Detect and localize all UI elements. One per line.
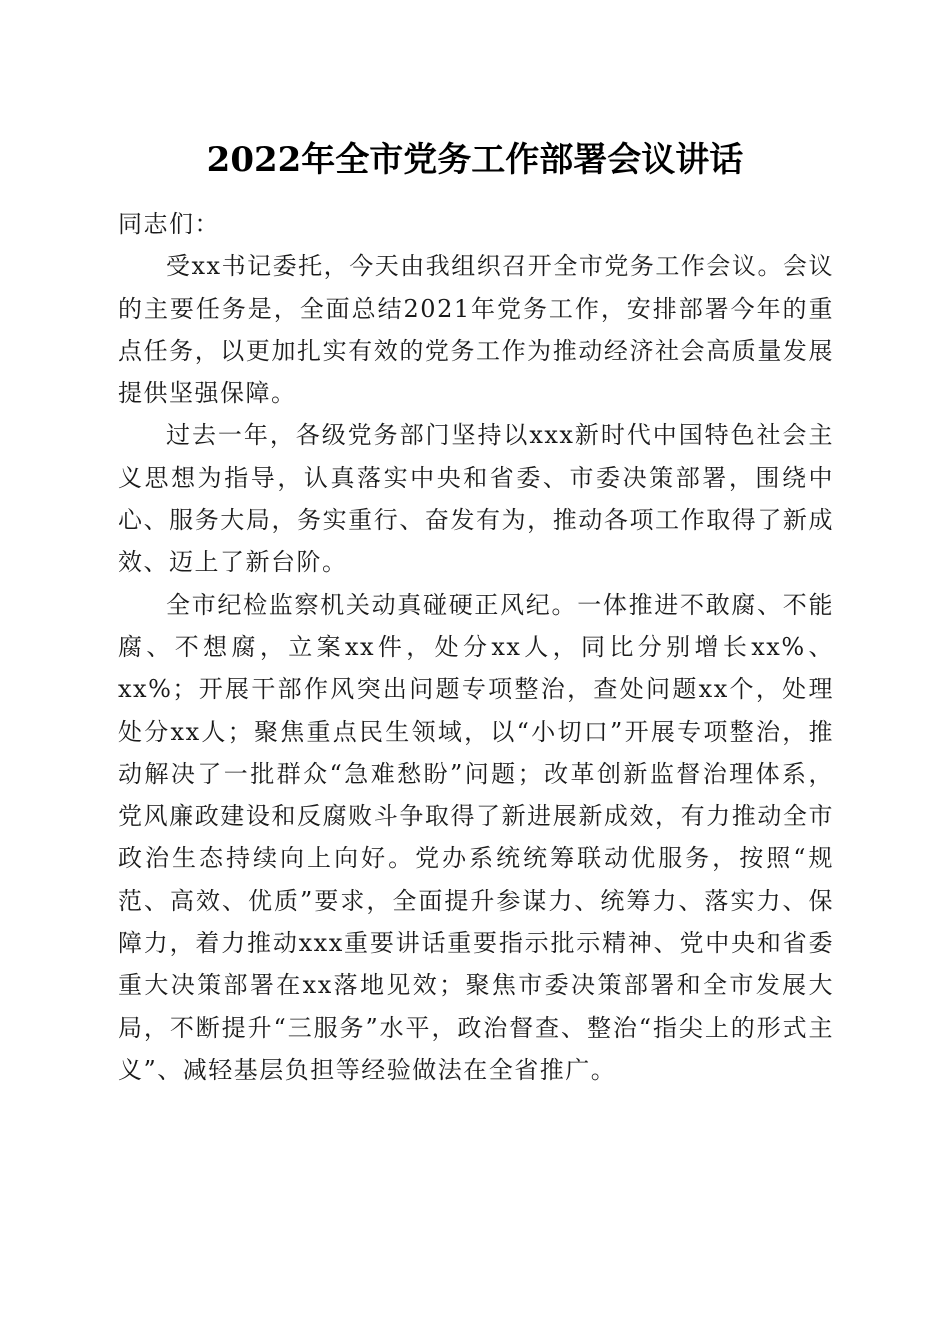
paragraph-discipline: 全市纪检监察机关动真碰硬正风纪。一体推进不敢腐、不能腐、不想腐，立案xx件，处分xx人，同比分别增长xx%、xx%；开展干部作风突出问题专项整治，查处问题xx个，处理处分xx人；聚焦重点民生领域，以“小切口”开展专项整治，推动解决了一批群众“急难愁盼”问题；改革创新监督治理体系，党风廉政建设和反腐败斗争取得了新进展新成效，有力推动全市政治生态持续向上向好。党办系统统筹联动优服务，按照“规范、高效、优质”要求，全面提升参谋力、统筹力、落实力、保障力，着力推动xxx重要讲话重要指示批示精神、党中央和省委重大决策部署在xx落地见效；聚焦市委决策部署和全市发展大局，不断提升“三服务”水平，政治督查、整治“指尖上的形式主义”、减轻基层负担等经验做法在全省推广。: [118, 590, 834, 1084]
paragraph-review: 过去一年，各级党务部门坚持以xxx新时代中国特色社会主义思想为指导，认真落实中央和省委、市委决策部署，围绕中心、服务大局，务实重行、奋发有为，推动各项工作取得了新成效、迈上了新台阶。: [118, 421, 834, 577]
paragraph-intro: 受xx书记委托，今天由我组织召开全市党务工作会议。会议的主要任务是，全面总结2021年党务工作，安排部署今年的重点任务，以更加扎实有效的党务工作为推动经济社会高质量发展提供坚强保障。: [118, 252, 834, 408]
document-title: 2022年全市党务工作部署会议讲话: [206, 140, 744, 180]
salutation: 同志们：: [118, 210, 220, 238]
document-body: [118, 203, 834, 1091]
